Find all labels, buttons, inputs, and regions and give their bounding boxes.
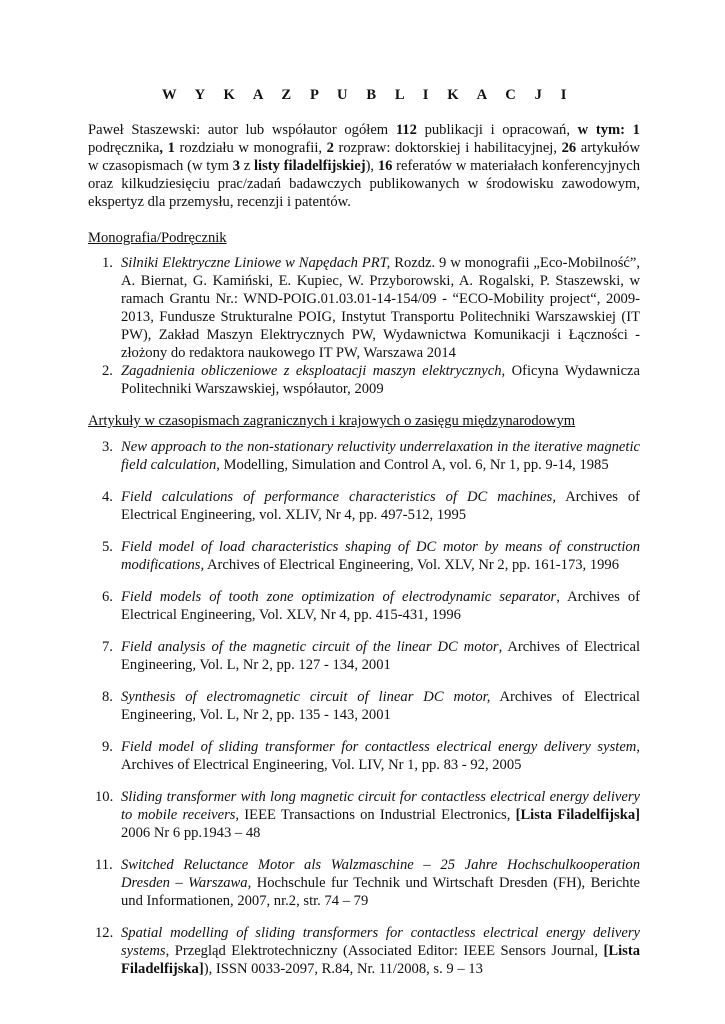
intro-text: artykułów w czasopismach (w tym [88, 140, 640, 174]
publication-number: 9. [102, 739, 113, 755]
publication-details: , Archives of Electrical Engineering, Vol. XLV, Nr 4, pp. 415-431, 1996 [121, 589, 640, 623]
publication-details: IEEE Transactions on Industrial Electronics, [239, 807, 516, 823]
publication-title: Field models of tooth zone optimization of electrodynamic separator [121, 589, 557, 605]
section-heading-monografia: Monografia/Podręcznik [88, 230, 227, 246]
publication-number: 3. [102, 439, 113, 455]
intro-text: publikacji i opracowań, [416, 122, 578, 138]
publication-number: 12. [95, 925, 114, 941]
publication-number: 1. [102, 255, 113, 271]
publication-details: ), ISSN 0033-2097, R.84, Nr. 11/2008, s. 9 – 13 [203, 961, 483, 977]
publication-title: Spatial modelling of sliding transformers for contactless electrical energy delivery systems [121, 925, 640, 959]
publication-details: , Hochschule fur Technik und Wirtschaft Dresden (FH), Berichte und Informationen, 2007, nr.2, str. 74 – 79 [121, 875, 640, 909]
publication-details: Archives of Electrical Engineering, Vol. XLV, Nr 2, pp. 161-173, 1996 [204, 557, 620, 573]
intro-lista: listy filadelfijskiej [253, 158, 366, 174]
publication-item [88, 254, 640, 362]
publication-details: 2006 Nr 6 pp.1943 – 48 [121, 825, 261, 841]
intro-comma: , [159, 140, 163, 156]
publication-item [88, 688, 640, 724]
intro-paragraph [88, 121, 640, 211]
publication-title: Synthesis of electromagnetic circuit of linear DC motor, [121, 689, 491, 705]
document-page [88, 86, 640, 978]
intro-count: 2 [326, 140, 334, 156]
publication-title: Field model of load characteristics shaping of DC motor by means of construction modifications, [121, 539, 640, 573]
intro-text: podręcznika [88, 140, 160, 156]
publication-title: Silniki Elektryczne Liniowe w Napędach PRT, [121, 255, 391, 271]
publication-details: Rozdz. 9 w monografii „Eco-Mobilność”, A. Biernat, G. Kamiński, E. Kupiec, W. Przyborowski, A. Rogalski, P. Staszewski, w ramach Grantu Nr.: WND-POIG.01.03.01-14-154/09 - “ECO-Mobility project“, 2009-2013, Fundusze Strukturalne POIG, Instytut Transportu Politechniki Warszawskiej (IT PW), Zakład Maszyn Elektrycznych PW, Wydawnictwa Komunikacji i Łączności - złożony do redaktora naukowego IT PW, Warszawa 2014 [121, 255, 641, 361]
intro-count: 1 [162, 140, 175, 156]
publication-item [88, 638, 640, 674]
intro-total: 112 [395, 122, 417, 138]
publication-number: 11. [95, 857, 113, 873]
publication-title: Field analysis of the magnetic circuit of the linear DC motor [121, 639, 499, 655]
lista-filadelfijska-badge: [Lista Filadelfijska] [515, 807, 640, 823]
publication-details: , Modelling, Simulation and Control A, vol. 6, Nr 1, pp. 9-14, 1985 [216, 457, 609, 473]
publication-details: , Archives of Electrical Engineering, vol. XLIV, Nr 4, pp. 497-512, 1995 [121, 489, 641, 523]
publication-details: , Przegląd Elektrotechniczny (Associated Editor: IEEE Sensors Journal, [165, 943, 604, 959]
publication-details: , Archives of Electrical Engineering, Vol. L, Nr 2, pp. 127 - 134, 2001 [121, 639, 640, 673]
publication-item [88, 538, 640, 574]
publication-item [88, 788, 640, 842]
publication-item [88, 856, 640, 910]
publication-number: 7. [102, 639, 113, 655]
intro-text: z [240, 158, 254, 174]
publication-number: 4. [102, 489, 113, 505]
intro-text: rozpraw: doktorskiej i habilitacyjnej, [333, 140, 562, 156]
publication-item [88, 588, 640, 624]
intro-count: 26 [561, 140, 577, 156]
publication-number: 5. [102, 539, 113, 555]
publication-list-monografia [88, 254, 640, 398]
page-title: W Y K A Z P U B L I K A C J I [161, 87, 575, 103]
publication-title: Switched Reluctance Motor als Walzmaschine – 25 Jahre Hochschulkooperation Dresden – Warszawa [121, 857, 640, 891]
publication-number: 2. [102, 363, 113, 379]
intro-text: Paweł Staszewski: autor lub współautor ogółem [88, 122, 396, 138]
intro-text: referatów w materiałach konferencyjnych oraz kilkudziesięciu prac/zadań badawczych publikowanych w środowisku zawodowym, ekspertyz dla przemysłu, recenzji i patentów. [88, 158, 640, 210]
publication-title: Field calculations of performance characteristics of DC machines [121, 489, 553, 505]
intro-text: rozdziału w monografii, [174, 140, 327, 156]
publication-title: New approach to the non-stationary reluctivity underrelaxation in the iterative magnetic field calculation [121, 439, 640, 473]
intro-text: ), [365, 158, 378, 174]
publication-title: Field model of sliding transformer for contactless electrical energy delivery system [121, 739, 637, 755]
intro-count: 16 [377, 158, 393, 174]
publication-details: Archives of Electrical Engineering, Vol. L, Nr 2, pp. 135 - 143, 2001 [121, 689, 640, 723]
section-heading-artykuly: Artykuły w czasopismach zagranicznych i krajowych o zasięgu międzynarodowym [88, 413, 576, 429]
intro-w-tym: w tym: 1 [577, 122, 640, 138]
publication-item [88, 924, 640, 978]
publication-details: , Archives of Electrical Engineering, Vol. LIV, Nr 1, pp. 83 - 92, 2005 [121, 739, 640, 773]
publication-item [88, 738, 640, 774]
publication-item [88, 438, 640, 474]
intro-count: 3 [232, 158, 240, 174]
publication-list-artykuly [88, 438, 640, 978]
lista-filadelfijska-badge: [Lista Filadelfijska] [121, 943, 640, 977]
publication-title: Sliding transformer with long magnetic circuit for contactless electrical energy delivery to mobile receivers, [121, 789, 640, 823]
publication-details: , Oficyna Wydawnicza Politechniki Warszawskiej, współautor, 2009 [121, 363, 640, 397]
publication-number: 8. [102, 689, 113, 705]
publication-number: 10. [95, 789, 114, 805]
publication-item [88, 488, 640, 524]
publication-item [88, 362, 640, 398]
publication-number: 6. [102, 589, 113, 605]
publication-title: Zagadnienia obliczeniowe z eksploatacji maszyn elektrycznych [121, 363, 502, 379]
